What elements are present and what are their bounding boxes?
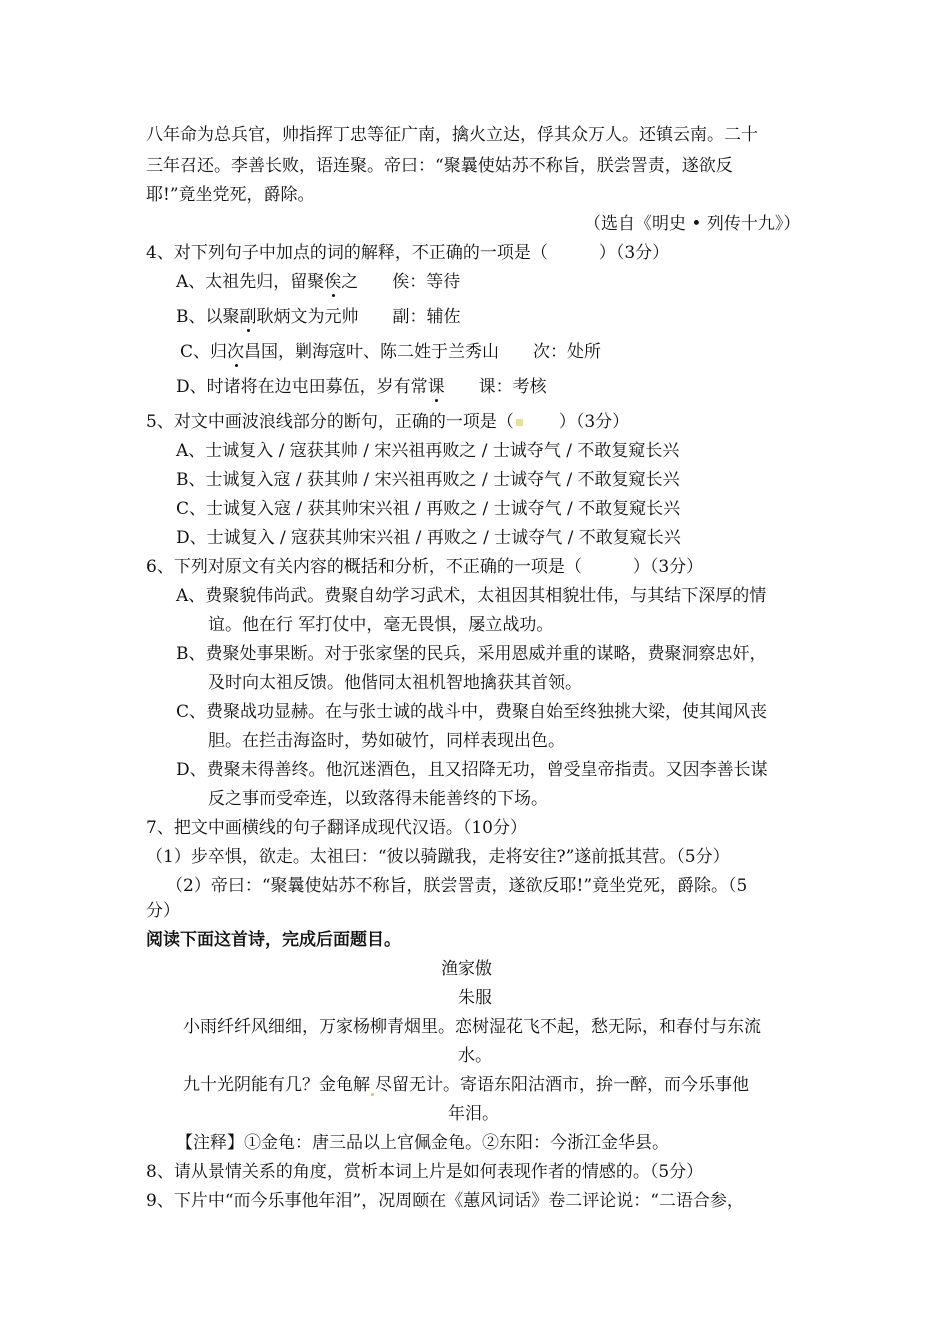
q4-option-d: [176, 376, 547, 398]
highlight-mark: [371, 1093, 374, 1096]
q5-option-a: A、士诚复入 / 寇获其帅 / 宋兴祖再败之 / 士诚夺气 / 不敢复窥长兴: [176, 441, 680, 461]
q4-c-text: C、归: [180, 342, 228, 362]
poem-line-2-cont: 年泪。: [448, 1104, 499, 1124]
poem-note: 【注释】①金龟：唐三品以上官佩金龟。②东阳：今浙江金华县。: [176, 1133, 669, 1153]
poem-author: 朱服: [458, 988, 492, 1008]
q5-stem-score: ）（3分）: [524, 412, 630, 432]
q7-stem: 7、把文中画横线的句子翻译成现代汉语。（10分）: [146, 818, 527, 838]
poem-line-1-cont: 水。: [458, 1046, 492, 1066]
poem-line-2-b: 尽留无计。寄语东阳沽酒市，拚一醉，而今乐事他: [375, 1075, 749, 1095]
q4-option-c: [180, 341, 601, 363]
q9-stem: 9、下片中“而今乐事他年泪”，况周颐在《蕙风词话》卷二评论说：“二语合参，: [146, 1191, 744, 1211]
dotted-word: 俟: [324, 272, 342, 292]
q6-option-b-line1: B、费聚处事果断。对于张家堡的民兵，采用恩威并重的谋略，费聚洞察忠奸，: [176, 644, 767, 664]
q4-c-gloss: 昌国，剿海寇叶、陈二姓于兰秀山 次：处所: [244, 342, 602, 362]
q6-option-c-line2: 胆。在拦击海盗时，势如破竹，同样表现出色。: [208, 731, 565, 751]
dotted-word: 次: [227, 342, 245, 362]
q6-option-d-line2: 反之事而受牵连，以致落得未能善终的下场。: [208, 789, 548, 809]
q8-stem: 8、请从景情关系的角度，赏析本词上片是如何表现作者的情感的。（5分）: [146, 1162, 704, 1182]
q6-stem: 6、下列对原文有关内容的概括和分析，不正确的一项是（ ）（3分）: [146, 557, 704, 577]
passage-source: （选自《明史 • 列传十九》）: [584, 214, 801, 234]
q4-option-a: [176, 271, 460, 293]
q6-option-a-line1: A、费聚貌伟尚武。费聚自幼学习武术，太祖因其相貌壮伟，与其结下深厚的情: [176, 586, 767, 606]
passage-line-1: 八年命为总兵官，帅指挥丁忠等征广南，擒火立达，俘其众万人。还镇云南。二十: [146, 125, 758, 145]
q4-stem: 4、对下列句子中加点的词的解释，不正确的一项是（ ）（3分）: [146, 243, 670, 263]
q7-sentence-2: （2）帝曰：“聚曩使姑苏不称旨，朕尝詈责，遂欲反耶!”竟坐党死，爵除。（5: [166, 876, 748, 896]
poem-heading: 阅读下面这首诗，完成后面题目。: [146, 930, 401, 950]
q5-stem: [146, 411, 629, 433]
poem-title: 渔家傲: [441, 959, 492, 979]
q4-d-text: D、时诸将在边屯田募伍，岁有常: [176, 377, 428, 397]
q4-a-text: A、太祖先归，留聚: [176, 272, 325, 292]
poem-line-2: [183, 1074, 749, 1096]
highlight-mark: [516, 419, 523, 426]
dotted-word: 课: [427, 377, 445, 397]
q7-sentence-1: （1）步卒惧，欲走。太祖曰：“彼以骑蹴我，走将安往?”遂前抵其营。（5分）: [146, 847, 730, 867]
q4-option-b: [176, 306, 461, 328]
dotted-word: 副: [239, 307, 257, 327]
q6-option-c-line1: C、费聚战功显赫。在与张士诚的战斗中，费聚自始至终独挑大梁，使其闻风丧: [176, 702, 768, 722]
q5-option-c: C、士诚复入寇 / 获其帅宋兴祖 / 再败之 / 士诚夺气 / 不敢复窥长兴: [176, 499, 681, 519]
q4-b-gloss: 耿炳文为元帅 副：辅佐: [256, 307, 461, 327]
q4-a-gloss: 之 俟：等待: [341, 272, 461, 292]
q7-sentence-2-cont: 分）: [146, 901, 180, 921]
q6-option-a-line2: 谊。他在行 军打仗中，毫无畏惧，屡立战功。: [208, 615, 554, 635]
passage-line-3: 耶!”竟坐党死，爵除。: [146, 185, 315, 205]
q5-stem-text: 5、对文中画波浪线部分的断句，正确的一项是（: [146, 412, 514, 432]
poem-line-1: 小雨纤纤风细细，万家杨柳青烟里。恋树湿花飞不起，愁无际，和春付与东流: [183, 1017, 761, 1037]
q4-b-text: B、以聚: [176, 307, 240, 327]
q6-option-b-line2: 及时向太祖反馈。他偕同太祖机智地擒获其首领。: [208, 673, 582, 693]
q5-option-d: D、士诚复入 / 寇获其帅宋兴祖 / 再败之 / 士诚夺气 / 不敢复窥长兴: [176, 528, 681, 548]
q6-option-d-line1: D、费聚未得善终。他沉迷酒色，且又招降无功，曾受皇帝指责。又因李善长谋: [176, 760, 768, 780]
q5-option-b: B、士诚复入寇 / 获其帅 / 宋兴祖再败之 / 士诚夺气 / 不敢复窥长兴: [176, 470, 680, 490]
passage-line-2: 三年召还。李善长败，语连聚。帝曰：“聚曩使姑苏不称旨，朕尝詈责，遂欲反: [146, 156, 733, 176]
q4-d-gloss: 课：考核: [444, 377, 547, 397]
poem-line-2-a: 九十光阴能有几？金龟解: [183, 1075, 370, 1095]
